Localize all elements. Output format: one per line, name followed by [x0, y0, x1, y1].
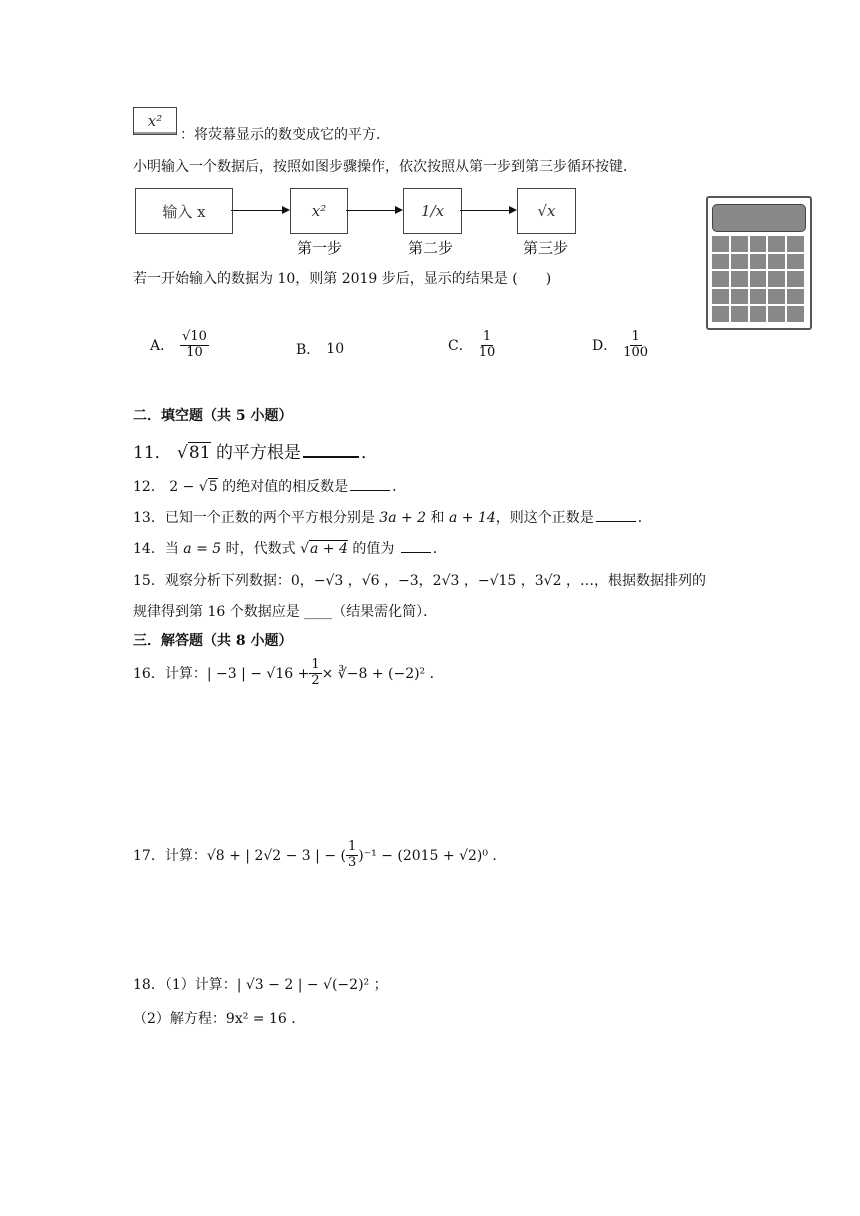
q14-blank [401, 552, 431, 553]
calculator-keypad [712, 236, 804, 322]
q12-blank [350, 490, 390, 491]
square-key-icon: x² [133, 107, 177, 135]
q18-part1: 18．（1）计算：| √3 − 2 | − √(−2)² ； [133, 977, 388, 993]
q12: 12． 2 − √5 的绝对值的相反数是 ． [133, 479, 407, 495]
q16-fraction: $\frac{1}{2}$ [311, 657, 320, 688]
option-c-fraction: $\frac{1}{10}$ [478, 329, 496, 360]
q16: 16．计算：| −3 | − √16 + $\frac{1}{2}$ × ∛−8 + (−2)² ． [133, 657, 444, 688]
q14: 14．当 a = 5 时，代数式 √a + 4 的值为 ． [133, 541, 447, 557]
q15-line2: 规律得到第 16 个数据应是 ____（结果需化简）． [133, 604, 438, 620]
option-c: C． $\frac{1}{10}$ [448, 329, 496, 360]
key-description: ：将荧幕显示的数变成它的平方． [180, 127, 390, 143]
q17: 17．计算：√8 + | 2√2 − 3 | − ( $\frac{1}{3}$ )⁻¹ − (2015 + √2)⁰ ． [133, 839, 507, 870]
arrowhead-2 [395, 206, 403, 214]
sqrt-81: √81 [177, 443, 211, 463]
intro-text: 小明输入一个数据后，按照如图步骤操作，依次按照从第一步到第三步循环按键． [133, 159, 637, 175]
arrow-3 [460, 210, 510, 211]
q17-fraction: $\frac{1}{3}$ [347, 839, 357, 870]
option-b: B． 10 [296, 341, 345, 358]
q13-blank [596, 521, 636, 522]
step1-key: x² [290, 188, 348, 234]
section3-title: 三．解答题（共 8 小题） [133, 633, 293, 649]
q15-line1: 15．观察分析下列数据：0，−√3 ，√6 ，−3，2√3 ，−√15 ，3√2 ，…，根据数据排列的 [133, 573, 706, 589]
arrow-1 [231, 210, 283, 211]
q11-blank [303, 456, 359, 458]
option-d-fraction: $\frac{1}{100}$ [623, 329, 649, 360]
option-a-fraction: $\frac{√10}{10}$ [182, 329, 207, 360]
option-a: A． $\frac{√10}{10}$ [150, 329, 207, 360]
arrow-2 [346, 210, 396, 211]
q18-part2: （2）解方程：9x² = 16 ． [133, 1011, 306, 1027]
option-d: D． $\frac{1}{100}$ [592, 329, 649, 360]
step2-label: 第二步 [408, 239, 454, 257]
input-box: 输入 x [135, 188, 233, 234]
calculator-screen [712, 204, 806, 232]
step2-key: 1/x [403, 188, 462, 234]
step3-label: 第三步 [523, 239, 569, 257]
q13: 13．已知一个正数的两个平方根分别是 3a + 2 和 a + 14，则这个正数是 ． [133, 510, 652, 526]
section2-title: 二．填空题（共 5 小题） [133, 408, 293, 424]
q11: 11． √81 的平方根是 ． [133, 443, 378, 463]
arrowhead-1 [282, 206, 290, 214]
step3-key: √x [517, 188, 576, 234]
step1-label: 第一步 [297, 239, 343, 257]
arrowhead-3 [509, 206, 517, 214]
q10-stem: 若一开始输入的数据为 10，则第 2019 步后，显示的结果是 ( ) [133, 271, 552, 287]
calculator-icon [706, 196, 812, 330]
